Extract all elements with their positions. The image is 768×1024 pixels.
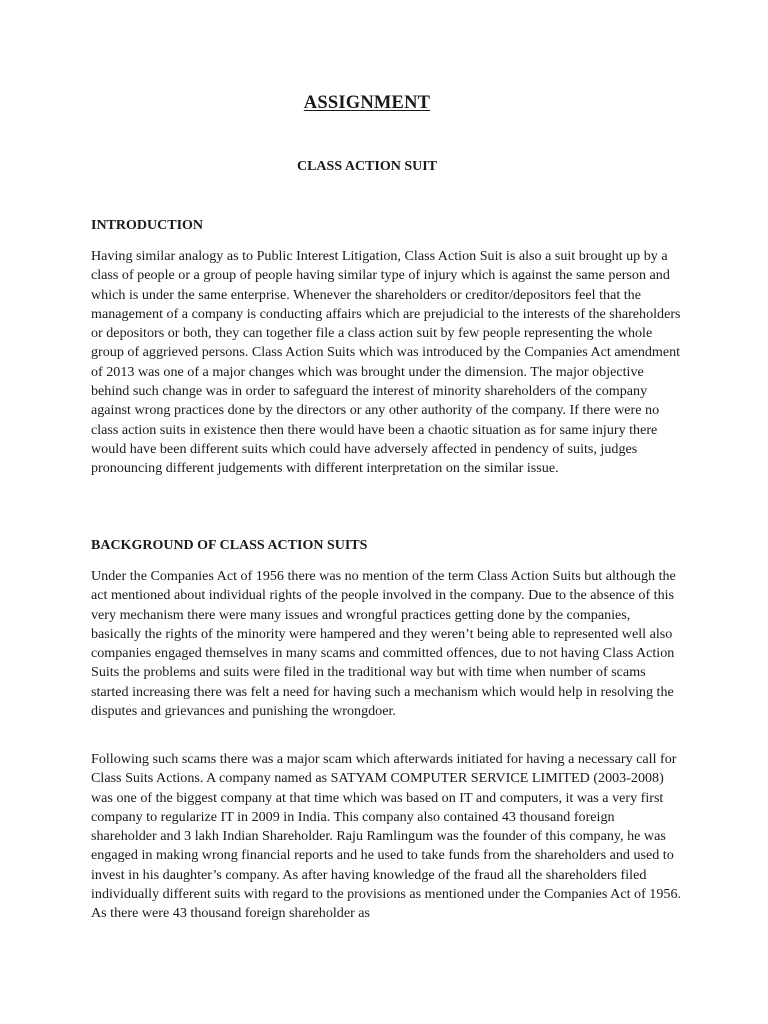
background-paragraph-1: Under the Companies Act of 1956 there was no mention of the term Class Action Suits but although the act mentioned about individual rights of the people involved in the company. Due to the absence of this very mechanism there were many issues and wrongful practices getting done by the companies, basically the rights of the minority were hampered and they weren’t being able to represented well also companies engaged themselves in many scams and committed offences, due to not having Class Action Suits the problems and suits were filed in the traditional way but with time when number of scams started increasing there was felt a need for having such a mechanism which would help in resolving the disputes and grievances and punishing the wrongdoer. [91, 568, 676, 720]
background-paragraph-2: Following such scams there was a major scam which afterwards initiated for having a necessary call for Class Suits Actions. A company named as SATYAM COMPUTER SERVICE LIMITED (2003-2008) was one of the biggest company at that time which was based on IT and computers, it was a very first company to regularize IT in 2009 in India. This company also contained 43 thousand foreign shareholder and 3 lakh Indian Shareholder. Raju Ramlingum was the founder of this company, he was engaged in making wrong financial reports and he used to take funds from the shareholders and used to invest in his daughter’s company. As after having knowledge of the fraud all the shareholders filed individually different suits with regard to the provisions as mentioned under the Companies Act of 1956. As there were 43 thousand foreign shareholder as [91, 751, 682, 922]
document-subtitle: CLASS ACTION SUIT [296, 159, 438, 174]
section-heading-introduction: INTRODUCTION [91, 218, 204, 233]
introduction-paragraph: Having similar analogy as to Public Interest Litigation, Class Action Suit is also a suit brought up by a class of people or a group of people having similar type of injury which is against the same person and which is under the same enterprise. Whenever the shareholders or creditor/depositors feel that the management of a company is conducting affairs which are prejudicial to the interests of the shareholders or depositors or both, they can together file a class action suit by few people representing the whole group of aggrieved persons. Class Action Suits which was introduced by the Companies Act amendment of 2013 was one of a major changes which was brought under the dimension. The major objective behind such change was in order to safeguard the interest of minority shareholders of the company against wrong practices done by the directors or any other authority of the company. If there were no class action suits in existence then there would have been a chaotic situation as for same injury there would have been different suits which could have adversely affected in pendency of suits, judges pronouncing different judgements with different interpretation on the similar issue. [91, 248, 681, 477]
section-heading-background: BACKGROUND OF CLASS ACTION SUITS [91, 538, 368, 553]
document-title: ASSIGNMENT [303, 93, 431, 113]
